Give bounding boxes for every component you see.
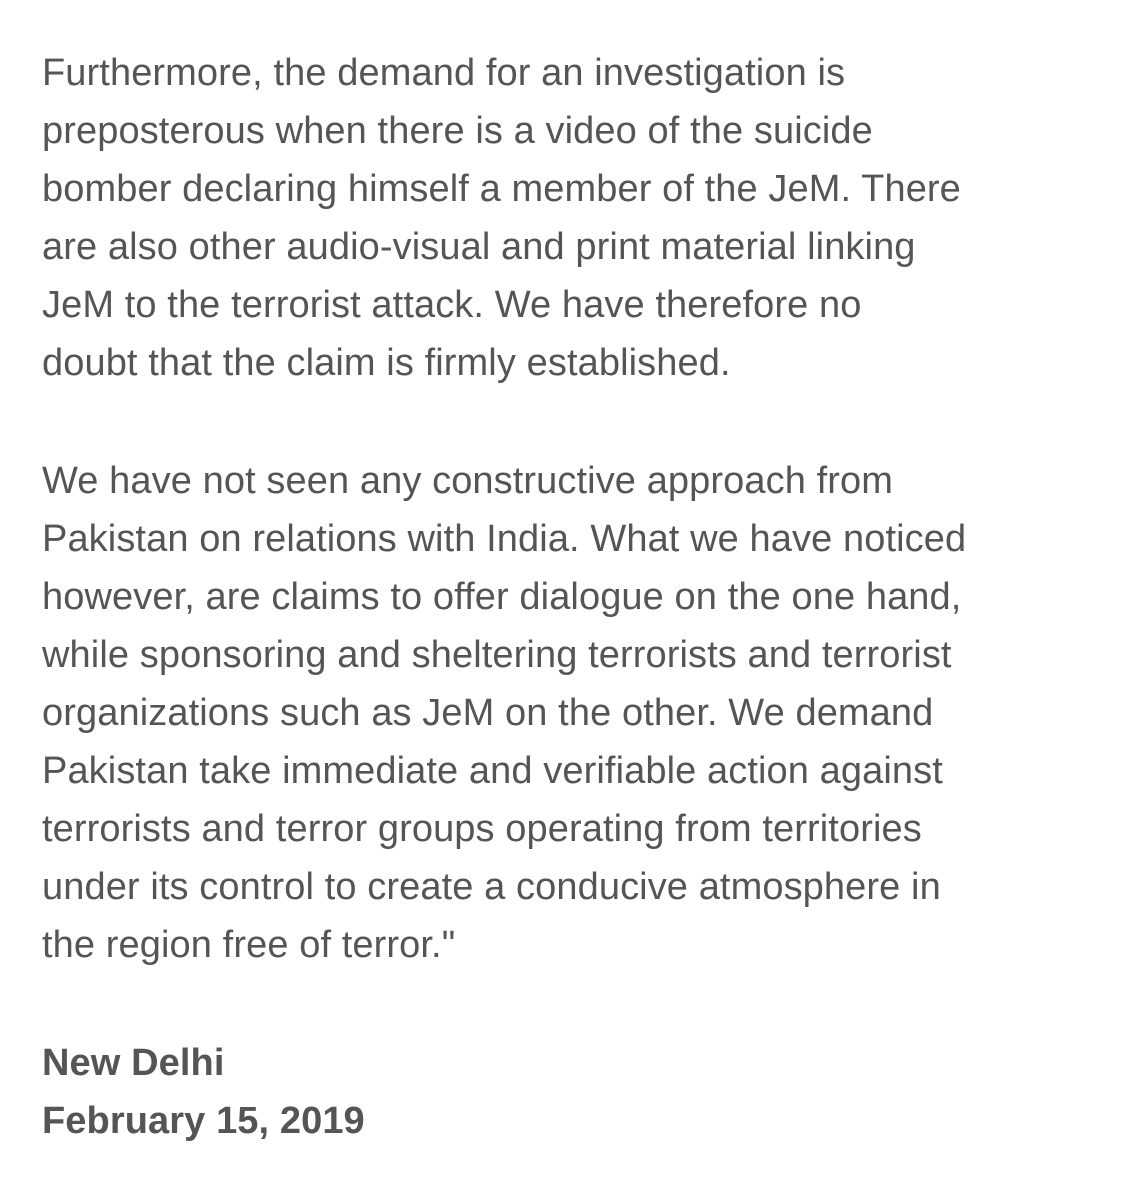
text-line: however, are claims to offer dialogue on the one hand,: [42, 576, 962, 618]
text-line: bomber declaring himself a member of the JeM. There: [42, 168, 961, 210]
text-line: JeM to the terrorist attack. We have therefore no: [42, 284, 862, 326]
paragraph-investigation: [42, 44, 1122, 392]
text-line: while sponsoring and sheltering terrorists and terrorist: [42, 634, 952, 676]
signature-place: New Delhi: [42, 1042, 225, 1084]
text-line: doubt that the claim is firmly established.: [42, 342, 731, 384]
text-line: are also other audio-visual and print material linking: [42, 226, 916, 268]
press-statement: [42, 44, 1122, 1150]
text-line: terrorists and terror groups operating from territories: [42, 808, 922, 850]
text-line: Pakistan take immediate and verifiable action against: [42, 750, 943, 792]
text-line: organizations such as JeM on the other. We demand: [42, 692, 934, 734]
signature-date: February 15, 2019: [42, 1100, 365, 1142]
signature-block: [42, 1034, 1122, 1150]
paragraph-relations: [42, 452, 1122, 974]
text-line: the region free of terror.": [42, 924, 456, 966]
text-line: preposterous when there is a video of the suicide: [42, 110, 873, 152]
paragraph-spacer: [42, 392, 1122, 452]
paragraph-spacer: [42, 974, 1122, 1034]
text-line: We have not seen any constructive approach from: [42, 460, 894, 502]
text-line: Furthermore, the demand for an investigation is: [42, 52, 846, 94]
text-line: Pakistan on relations with India. What we have noticed: [42, 518, 967, 560]
text-line: under its control to create a conducive atmosphere in: [42, 866, 941, 908]
